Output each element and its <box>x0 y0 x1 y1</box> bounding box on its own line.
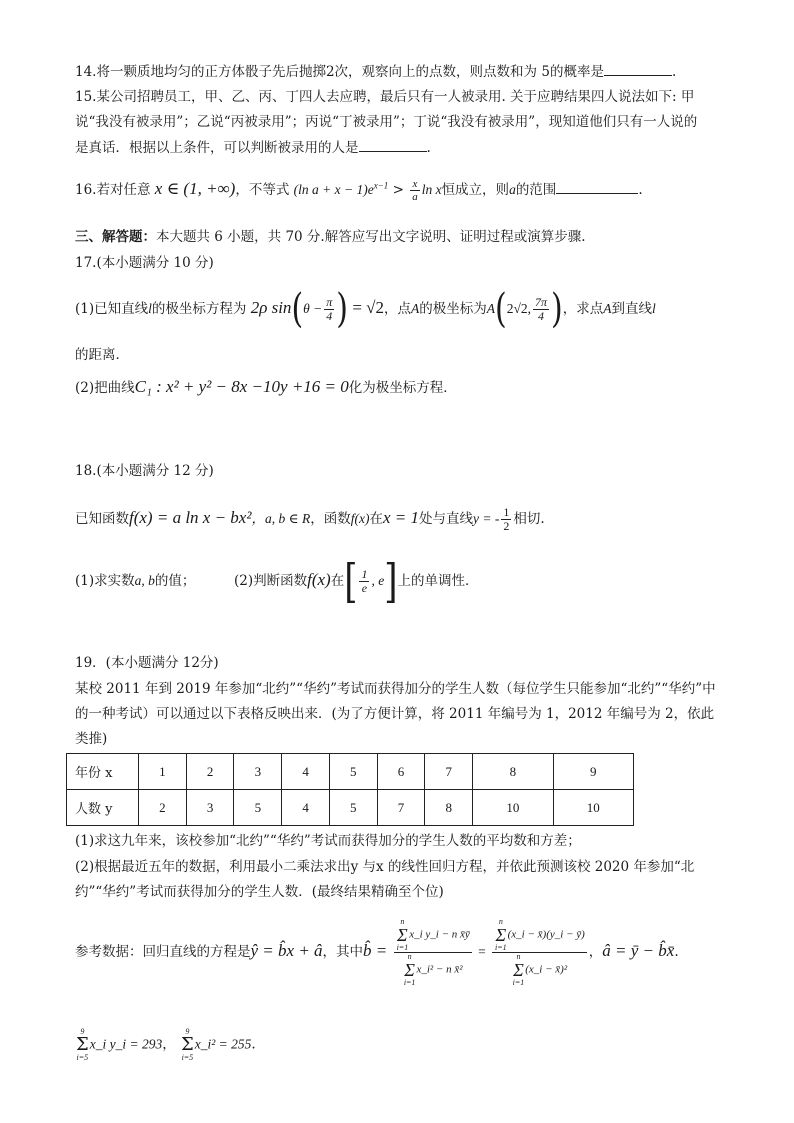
q15-line2: 说“我没有被录用”；乙说“丙被录用”；丙说“丁被录用”；丁说“我没有被录用”，现知道他们只有一人说的 <box>75 114 698 130</box>
question-14 <box>75 62 676 81</box>
sigma-icon: n Σ i=1 <box>403 952 416 987</box>
table-cell: 7 <box>425 754 473 790</box>
q17-pi: π <box>326 295 333 309</box>
q17-header: 17.(本小题满分 10 分) <box>75 255 214 271</box>
q16-ineq-left: (ln a + x − 1)e <box>293 182 374 198</box>
table-header-year: 年份 x <box>67 754 139 790</box>
q17-theta: θ − <box>303 301 323 317</box>
question-16 <box>75 178 643 203</box>
table-cell: 10 <box>553 790 633 826</box>
q17-four: 4 <box>326 309 333 324</box>
q18-given <box>75 506 545 533</box>
q16-answer-blank[interactable] <box>556 180 638 194</box>
sum-end: . <box>251 1036 256 1053</box>
q16-fraction <box>410 178 420 203</box>
sigma-icon: 9 Σ i=5 <box>76 1027 89 1062</box>
q18-half-num: 1 <box>503 505 510 519</box>
q18-lbracket: [ <box>344 554 358 609</box>
q18-p1: (1)求实数 <box>75 573 135 590</box>
q17-p1-tail2: 到直线 <box>611 301 652 318</box>
ref-b-hat: b̂ = <box>363 941 388 960</box>
table-cell: 3 <box>186 790 234 826</box>
section3-heading: 三、解答题： <box>75 229 156 245</box>
q18-parts <box>75 554 479 609</box>
sum-1: x_i y_i = 293 <box>89 1036 163 1052</box>
sum-2: x_i² = 255 <box>194 1036 252 1052</box>
q17-p2-pre: (2)把曲线 <box>75 380 135 396</box>
q17-pt-rparen: ) <box>551 285 563 333</box>
q17-rparen: ) <box>336 285 349 333</box>
ref-end: . <box>674 944 679 960</box>
q15-end: . <box>426 140 431 156</box>
q16-domain: x ∈ (1, +∞) <box>154 179 236 199</box>
q17-A-2: A <box>603 301 612 317</box>
table-cell: 9 <box>553 754 633 790</box>
q16-end: . <box>638 182 643 199</box>
table-cell: 6 <box>377 754 425 790</box>
q14-end: . <box>671 64 677 80</box>
table-cell: 8 <box>473 754 553 790</box>
ref-frac-1-num: n Σ i=1 x_i y_i − n x̄ȳ <box>394 918 472 953</box>
q18-rbracket: ] <box>384 554 398 609</box>
q17-l-2: l <box>651 301 656 317</box>
table-cell: 2 <box>139 790 187 826</box>
data-table <box>66 753 634 826</box>
q17-eq-left: 2ρ sin <box>250 298 292 318</box>
q15-line3 <box>75 138 431 157</box>
section-3 <box>75 228 586 246</box>
q17-l: l <box>148 301 152 317</box>
table-cell: 5 <box>329 790 377 826</box>
q17-eq-right: = √2 <box>352 298 384 318</box>
table-header-count: 人数 y <box>67 790 139 826</box>
q17-p1-pre: (1)已知直线 <box>75 301 149 318</box>
q16-lnx: ln x <box>421 182 442 198</box>
q16-frac-num: x <box>410 178 420 191</box>
table-cell: 4 <box>282 790 330 826</box>
sigma-icon: n Σ i=1 <box>396 917 409 952</box>
ref-frac-2-num: n Σ i=1 (x_i − x̄)(y_i − ȳ) <box>492 918 587 953</box>
q19-sums <box>75 1028 256 1062</box>
q18-ab-set: ，a, b ∈ R <box>251 511 311 527</box>
q17-p1-mid3: 的极坐标为 <box>419 301 487 318</box>
q18-given-mid3: 处与直线 <box>418 511 473 528</box>
ref-mid: ，其中 <box>322 944 364 960</box>
ref-eq: ŷ = b̂x + â <box>250 941 323 960</box>
table-row <box>67 790 634 826</box>
q18-int-num: 1 <box>361 567 368 581</box>
q17-A: A <box>410 301 420 317</box>
q19-line1: 某校 2011 年到 2019 年参加“北约”“华约”考试而获得加分的学生人数（每位学生只能参加“北约”“华约”中 <box>75 681 716 697</box>
q17-pt-A: A <box>486 301 495 317</box>
q16-mid1: ，不等式 <box>235 182 290 199</box>
q16-gt: > <box>392 182 404 199</box>
table-cell: 8 <box>425 790 473 826</box>
q17-part1 <box>75 285 656 333</box>
q18-header: 18.(本小题满分 12 分) <box>75 463 214 479</box>
ref-frac-2-den: n Σ i=1 (x_i − x̄)² <box>512 952 568 987</box>
sigma-icon: n Σ i=1 <box>495 917 507 952</box>
q18-given-pre: 已知函数 <box>75 511 129 528</box>
q16-pre: 16.若对任意 <box>75 182 151 199</box>
q17-p1-tail: ，求点 <box>562 301 604 318</box>
q17-pi-frac <box>324 296 334 323</box>
q18-fx: f(x) = a ln x − bx² <box>129 508 252 528</box>
q19-part2-line1: (2)根据最近五年的数据，利用最小二乘法求出y 与x 的线性回归方程，并依此预测该校 2020 年参加“北 <box>75 859 695 875</box>
q18-x1: x = 1 <box>382 508 419 528</box>
sigma-icon: n Σ i=1 <box>512 952 525 987</box>
table-cell: 5 <box>329 754 377 790</box>
q19-part2-line2: 约”“华约”考试而获得加分的学生人数．(最终结果精确至个位) <box>75 884 444 900</box>
q17-part1-cont: 的距离． <box>75 347 129 363</box>
q17-p1-mid2: ，点 <box>383 301 411 318</box>
table-cell: 1 <box>139 754 187 790</box>
q16-frac-den: a <box>412 191 418 204</box>
table-row <box>67 754 634 790</box>
q18-half <box>501 506 511 533</box>
ref-frac-2 <box>492 918 587 987</box>
q17-p1-mid: 的极坐标方程为 <box>151 301 247 318</box>
section3-text: 本大题共 6 小题，共 70 分.解答应写出文字说明、证明过程或演算步骤. <box>156 229 586 245</box>
table-cell: 5 <box>234 790 282 826</box>
q18-fx2: f(x) <box>350 511 370 527</box>
table-cell: 2 <box>186 754 234 790</box>
ref-a-hat: â = ȳ − b̂x̄ <box>602 941 675 960</box>
q17-curve: C₁ : x² + y² − 8x −10y +16 = 0 <box>134 377 349 396</box>
q18-int-frac <box>359 568 369 595</box>
q18-p1-tail: 的值； <box>154 573 196 590</box>
table-cell: 10 <box>473 790 553 826</box>
table-cell: 7 <box>377 790 425 826</box>
q16-mid3: 的范围 <box>515 182 557 199</box>
q19-reference: 参考数据：回归直线的方程是ŷ = b̂x + â，其中b̂ = n Σ i=1 x_i y_i − n x̄ȳ n Σ i=1 x_i² − n x̄² = n Σ i=1 (x_i − x̄)(y_i − ȳ) n Σ i=1 (x_i − x̄)² ，â = ȳ − b̂x̄. <box>75 917 679 987</box>
ref-frac-1-den: n Σ i=1 x_i² − n x̄² <box>403 952 463 987</box>
q18-y-eq: y = - <box>472 511 500 527</box>
table-cell: 4 <box>282 754 330 790</box>
q14-answer-blank[interactable] <box>604 62 672 76</box>
q18-p2-tail: 上的单调性． <box>397 573 479 590</box>
q19-line2: 的一种考试）可以通过以下表格反映出来．(为了方便计算，将 2011 年编号为 1，2012 年编号为 2，依此 <box>75 706 715 722</box>
q17-pt-num: 7π <box>535 295 548 309</box>
q18-half-den: 2 <box>503 519 510 534</box>
q18-p2-in: 在 <box>330 573 345 590</box>
q18-fx3: f(x) <box>307 570 331 590</box>
table-cell: 3 <box>234 754 282 790</box>
q19-header: 19．(本小题满分 12分) <box>75 655 219 671</box>
q17-part2 <box>75 378 457 397</box>
q17-pt-first: 2√2, <box>506 301 531 317</box>
q15-answer-blank[interactable] <box>359 138 427 152</box>
q18-int-den: e <box>361 581 368 596</box>
sum-sep: ， <box>162 1036 176 1053</box>
q18-ab: a, b <box>134 573 155 589</box>
q17-pt-den: 4 <box>538 309 544 324</box>
ref-pre: 参考数据：回归直线的方程是 <box>75 944 251 960</box>
q16-ineq-exp: x−1 <box>373 180 389 191</box>
q16-mid2: 恒成立，则 <box>441 182 510 199</box>
ref-frac-1 <box>394 918 472 987</box>
q18-int-e: , e <box>371 573 385 589</box>
q17-p2-tail: 化为极坐标方程． <box>348 380 457 396</box>
q19-part1: (1)求这九年来，该校参加“北约”“华约”考试而获得加分的学生人数的平均数和方差； <box>75 833 581 849</box>
q18-given-tail: 相切. <box>513 511 545 528</box>
q17-lparen: ( <box>291 285 304 333</box>
q19-line3: 类推) <box>75 731 108 747</box>
q17-pt-frac <box>533 296 549 323</box>
q18-given-mid2: 在 <box>369 511 383 528</box>
q16-var-a: a <box>509 182 516 198</box>
q14-text: 14.将一颗质地均匀的正方体骰子先后抛掷2次，观察向上的点数，则点数和为 5的概率是 <box>75 64 604 80</box>
q15-line1: 15.某公司招聘员工，甲、乙、丙、丁四人去应聘，最后只有一人被录用. 关于应聘结果四人说法如下: 甲 <box>75 89 695 105</box>
sigma-icon: 9 Σ i=5 <box>181 1027 194 1062</box>
q17-pt-lparen: ( <box>494 285 507 333</box>
q18-given-mid: ，函数 <box>310 511 351 528</box>
q18-p2: (2)判断函数 <box>233 573 308 590</box>
q15-line3-text: 是真话．根据以上条件，可以判断被录用的人是 <box>75 140 359 156</box>
